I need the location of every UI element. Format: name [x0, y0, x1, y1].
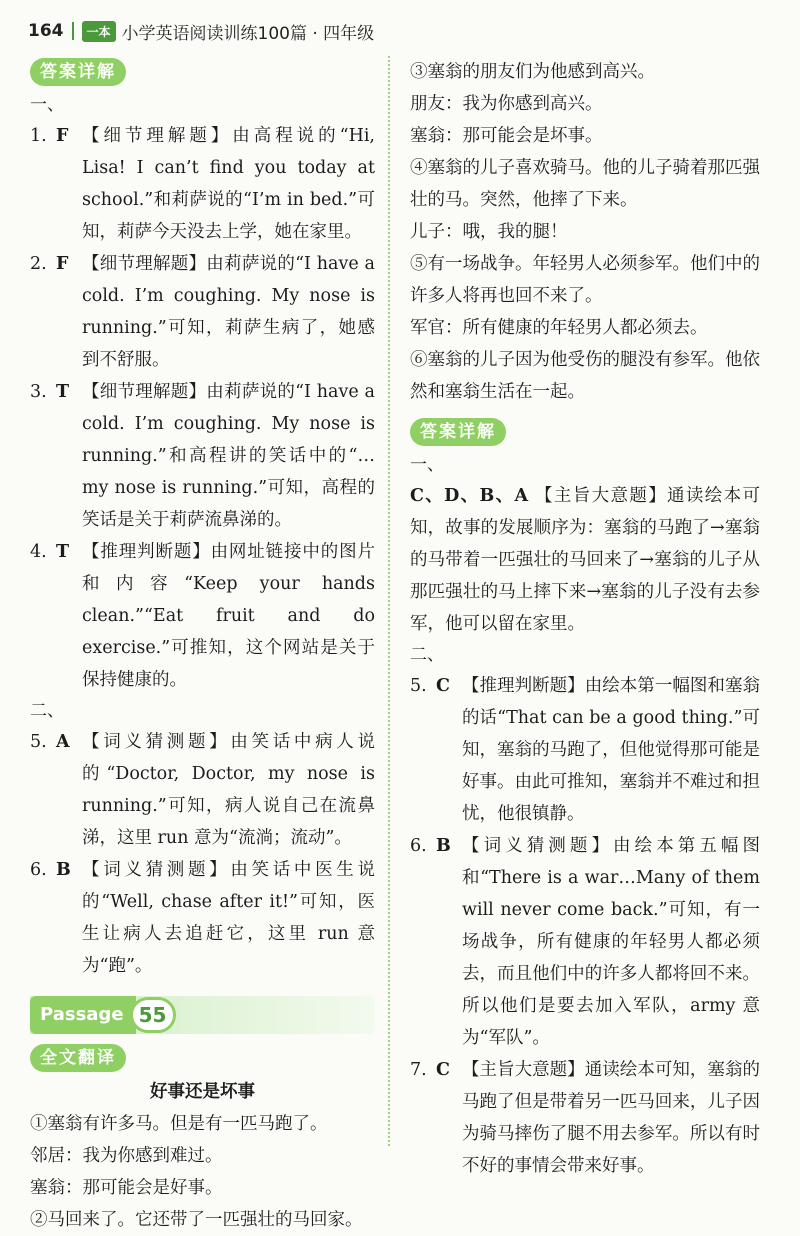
story-line: ①塞翁有许多马。但是有一匹马跑了。 — [30, 1114, 328, 1134]
translation-badge: 全文翻译 — [30, 1044, 126, 1072]
item-explanation: 【主旨大意题】通读绘本可知，塞翁的马跑了但是带着另一匹马回来，儿子因为骑马摔伤了腿不用去参军。所以有时不好的事情会带来好事。 — [462, 1060, 760, 1176]
section-heading: 一、 — [30, 95, 64, 115]
brand-logo: 一本 — [82, 21, 116, 42]
story-line: 塞翁：那可能会是坏事。 — [410, 126, 603, 146]
answer-item — [410, 830, 760, 1054]
item-number: 5. — [30, 732, 47, 752]
answer-item — [30, 120, 375, 248]
story-title: 好事还是坏事 — [150, 1082, 255, 1102]
answer-item — [30, 248, 375, 376]
item-answer: T — [56, 542, 70, 562]
story-line: 塞翁：那可能会是好事。 — [30, 1178, 223, 1198]
answers-badge: 答案详解 — [410, 418, 506, 446]
story-line: 朋友：我为你感到高兴。 — [410, 94, 603, 114]
item-answer: C — [436, 1060, 450, 1080]
item-explanation: 【推理判断题】由绘本第一幅图和塞翁的话“That can be a good thing.”可知，塞翁的马跑了，但他觉得那可能是好事。由此可推知，塞翁并不难过和担忧，他很镇静。 — [462, 676, 760, 824]
item-explanation: 【细节理解题】由高程说的“Hi, Lisa! I can’t find you today at school.”和莉萨说的“I’m in bed.”可知，莉萨今天没去上学，她在家里。 — [82, 126, 375, 242]
story-line: ②马回来了。它还带了一匹强壮的马回家。 — [30, 1210, 363, 1230]
right-column — [410, 56, 760, 1182]
page-header — [28, 18, 374, 44]
story-line: ⑤有一场战争。年轻男人必须参军。他们中的许多人将再也回不来了。 — [410, 254, 760, 306]
item-number: 6. — [410, 836, 427, 856]
section-heading: 二、 — [410, 645, 444, 665]
passage-banner — [30, 996, 375, 1034]
item-explanation: 【细节理解题】由莉萨说的“I have a cold. I’m coughing. My nose is running.”可知，莉萨生病了，她感到不舒服。 — [82, 254, 375, 370]
item-answer: C、D、B、A — [410, 486, 529, 506]
section-heading: 二、 — [30, 701, 64, 721]
answer-item — [30, 376, 375, 536]
story-line: ④塞翁的儿子喜欢骑马。他的儿子骑着那匹强壮的马。突然，他摔了下来。 — [410, 158, 760, 210]
item-number: 4. — [30, 542, 47, 562]
answer-item — [410, 1054, 760, 1182]
item-explanation: 【细节理解题】由莉萨说的“I have a cold. I’m coughing. My nose is running.”和高程讲的笑话中的“… my nose is running.”可知，高程的笑话是关于莉萨流鼻涕的。 — [82, 382, 375, 530]
item-explanation: 【词义猜测题】由绘本第五幅图和“There is a war…Many of them will never come back.”可知，有一场战争，所有健康的年轻男人都必须去，而且他们中的许多人都将回不来。所以他们是要去加入军队，army 意为“军队”。 — [462, 836, 760, 1048]
item-number: 2. — [30, 254, 47, 274]
story-line: ⑥塞翁的儿子因为他受伤的腿没有参军。他依然和塞翁生活在一起。 — [410, 350, 760, 402]
item-number: 5. — [410, 676, 427, 696]
answers-badge: 答案详解 — [30, 58, 126, 86]
item-answer: B — [436, 836, 451, 856]
item-number: 3. — [30, 382, 47, 402]
passage-label: Passage — [30, 996, 136, 1034]
item-answer: C — [436, 676, 450, 696]
left-column — [30, 56, 375, 1236]
passage-number: 55 — [130, 997, 176, 1033]
answer-item — [30, 536, 375, 696]
book-title: 小学英语阅读训练100篇 · 四年级 — [121, 23, 375, 44]
page-number: 164 — [28, 21, 64, 41]
item-explanation: 【词义猜测题】由笑话中病人说的“Doctor, Doctor, my nose is running.”可知，病人说自己在流鼻涕，这里 run 意为“流淌；流动”。 — [82, 732, 375, 848]
story-line: 邻居：我为你感到难过。 — [30, 1146, 223, 1166]
item-explanation: 【主旨大意题】通读绘本可知，故事的发展顺序为：塞翁的马跑了→塞翁的马带着一匹强壮的马回来了→塞翁的儿子从那匹强壮的马上摔下来→塞翁的儿子没有去参军，他可以留在家里。 — [410, 486, 760, 634]
story-line: 儿子：哦，我的腿！ — [410, 222, 568, 242]
answer-item — [410, 480, 760, 640]
item-number: 6. — [30, 860, 47, 880]
item-answer: T — [56, 382, 70, 402]
item-answer: F — [56, 254, 69, 274]
item-answer: A — [56, 732, 70, 752]
answer-item — [30, 854, 375, 982]
column-divider — [388, 56, 390, 1146]
answer-item — [30, 726, 375, 854]
item-explanation: 【推理判断题】由网址链接中的图片和内容“Keep your hands clean.”“Eat fruit and do exercise.”可推知，这个网站是关于保持健康的。 — [82, 542, 375, 690]
answer-item — [410, 670, 760, 830]
header-divider — [72, 22, 74, 40]
item-answer: B — [56, 860, 71, 880]
item-number: 7. — [410, 1060, 427, 1080]
item-explanation: 【词义猜测题】由笑话中医生说的“Well, chase after it!”可知，医生让病人去追赶它，这里 run 意为“跑”。 — [82, 860, 375, 976]
section-heading: 一、 — [410, 455, 444, 475]
story-line: ③塞翁的朋友们为他感到高兴。 — [410, 62, 655, 82]
story-line: 军官：所有健康的年轻男人都必须去。 — [410, 318, 708, 338]
item-number: 1. — [30, 126, 47, 146]
item-answer: F — [56, 126, 69, 146]
